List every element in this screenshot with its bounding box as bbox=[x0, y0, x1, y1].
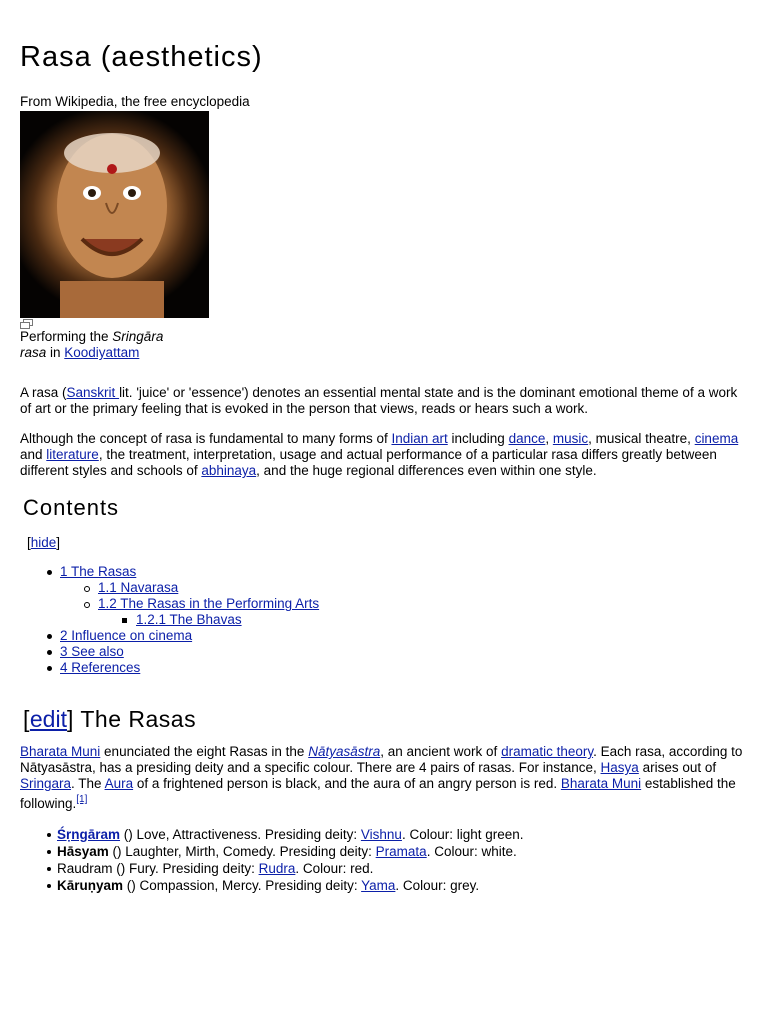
page-title: Rasa (aesthetics) bbox=[20, 41, 263, 73]
toc-item bbox=[20, 564, 748, 580]
list-item bbox=[20, 877, 748, 894]
table-of-contents bbox=[20, 564, 748, 676]
toc-link[interactable]: 1 The Rasas bbox=[60, 564, 137, 579]
abhinaya-link[interactable]: abhinaya bbox=[201, 463, 257, 478]
text: Although the concept of rasa is fundamental to many forms of bbox=[20, 431, 392, 446]
text: enunciated the eight Rasas in the bbox=[100, 744, 309, 759]
caption-italic: rasa bbox=[20, 345, 47, 360]
text: , an ancient work of bbox=[380, 744, 502, 759]
enlarge-icon[interactable] bbox=[20, 319, 33, 329]
text: arises out of bbox=[638, 760, 717, 775]
text: () Compassion, Mercy. Presiding deity: bbox=[123, 878, 362, 893]
performer-photo[interactable] bbox=[20, 111, 209, 318]
toc-item bbox=[20, 644, 748, 660]
bullet-icon bbox=[47, 850, 51, 854]
toc-link[interactable]: 1.2.1 The Bhavas bbox=[136, 612, 242, 627]
sanskrit-link[interactable]: Sanskrit bbox=[66, 385, 120, 400]
tagline: From Wikipedia, the free encyclopedia bbox=[20, 94, 250, 109]
text: A rasa ( bbox=[20, 385, 67, 400]
list-item bbox=[20, 826, 748, 843]
text: . Colour: grey. bbox=[395, 878, 480, 893]
hasya-link[interactable]: Hasya bbox=[600, 760, 639, 775]
edit-link[interactable]: edit bbox=[29, 706, 67, 732]
rasas-paragraph bbox=[20, 744, 748, 812]
rasa-term-link[interactable]: Śṛngāram bbox=[57, 827, 121, 842]
contents-heading: Contents bbox=[23, 495, 120, 520]
image-caption bbox=[20, 329, 190, 361]
text: , musical theatre, bbox=[588, 431, 695, 446]
caption-text: Performing the bbox=[20, 329, 113, 344]
bullet-icon bbox=[47, 570, 52, 575]
intro-paragraph bbox=[20, 385, 748, 417]
toc-item bbox=[20, 596, 748, 612]
text: , and the huge regional differences even within one style. bbox=[256, 463, 597, 478]
text: . Each rasa, according to Nātyasāstra, has a presiding deity and a specific colour. There are 4 pairs of rasas. For instance, bbox=[20, 744, 743, 775]
text: () Fury. Presiding deity: bbox=[112, 861, 259, 876]
bullet-icon bbox=[47, 650, 52, 655]
bracket: [ bbox=[23, 706, 30, 732]
toc-link[interactable]: 1.2 The Rasas in the Performing Arts bbox=[98, 596, 320, 611]
text: established the following. bbox=[20, 776, 736, 811]
koodiyattam-link[interactable]: Koodiyattam bbox=[64, 345, 140, 360]
toc-hide-link[interactable]: hide bbox=[30, 535, 57, 550]
toc-item bbox=[20, 628, 748, 644]
toc-item bbox=[20, 580, 748, 596]
toc-toggle bbox=[27, 535, 748, 550]
bullet-icon bbox=[47, 666, 52, 671]
sringara-link[interactable]: Sringara bbox=[20, 776, 72, 791]
text: of a frightened person is black, and the aura of an angry person is red. bbox=[133, 776, 561, 791]
text: including bbox=[447, 431, 509, 446]
deity-link[interactable]: Rudra bbox=[258, 861, 296, 876]
text: . Colour: light green. bbox=[401, 827, 524, 842]
toc-link[interactable]: 3 See also bbox=[60, 644, 124, 659]
deity-link[interactable]: Pramata bbox=[375, 844, 427, 859]
text: . Colour: white. bbox=[426, 844, 517, 859]
reference-link[interactable]: [1] bbox=[76, 794, 88, 805]
caption-text: in bbox=[46, 345, 65, 360]
bracket: ] bbox=[56, 535, 61, 550]
concept-paragraph bbox=[20, 431, 748, 479]
bharata-muni-link[interactable]: Bharata Muni bbox=[20, 744, 101, 759]
rasas-heading bbox=[23, 704, 748, 734]
music-link[interactable]: music bbox=[552, 431, 589, 446]
deity-link[interactable]: Vishnu bbox=[360, 827, 402, 842]
rasa-term: Hāsyam bbox=[57, 844, 109, 859]
dance-link[interactable]: dance bbox=[508, 431, 546, 446]
toc-link[interactable]: 4 References bbox=[60, 660, 141, 675]
cinema-link[interactable]: cinema bbox=[694, 431, 739, 446]
dramatic-theory-link[interactable]: dramatic theory bbox=[501, 744, 594, 759]
caption-italic: Sringāra bbox=[112, 329, 164, 344]
bullet-icon bbox=[47, 884, 51, 888]
performer-face-graphic bbox=[20, 111, 209, 318]
natyasastra-link[interactable]: Nātyasāstra bbox=[308, 744, 381, 759]
rasa-term: Raudram bbox=[57, 861, 113, 876]
bullet-icon bbox=[47, 634, 52, 639]
text: . Colour: red. bbox=[295, 861, 374, 876]
toc-item bbox=[20, 612, 748, 628]
text: , the treatment, interpretation, usage and actual performance of a particular rasa differs greatly between different styles and schools of bbox=[20, 447, 717, 478]
indian-art-link[interactable]: Indian art bbox=[391, 431, 448, 446]
rasa-term: Kāruṇyam bbox=[57, 878, 124, 893]
bullet-icon bbox=[84, 602, 90, 608]
bracket: [ bbox=[27, 535, 31, 550]
bullet-icon bbox=[47, 833, 51, 837]
bullet-icon bbox=[84, 586, 90, 592]
list-item bbox=[20, 860, 748, 877]
text: () Laughter, Mirth, Comedy. Presiding deity: bbox=[108, 844, 376, 859]
deity-link[interactable]: Yama bbox=[361, 878, 396, 893]
text: () Love, Attractiveness. Presiding deity: bbox=[120, 827, 361, 842]
list-item bbox=[20, 843, 748, 860]
text: and bbox=[20, 447, 47, 462]
toc-link[interactable]: 2 Influence on cinema bbox=[60, 628, 193, 643]
literature-link[interactable]: literature bbox=[46, 447, 99, 462]
text: , bbox=[545, 431, 553, 446]
text: . The bbox=[71, 776, 105, 791]
section-title: The Rasas bbox=[73, 706, 197, 732]
aura-link[interactable]: Aura bbox=[104, 776, 134, 791]
bharata-muni-link[interactable]: Bharata Muni bbox=[560, 776, 642, 791]
rasas-list bbox=[20, 826, 748, 894]
text: lit. 'juice' or 'essence') denotes an essential mental state and is the dominant emotional theme of a work of art or the primary feeling that is evoked in the person that views, reads or hears such a work. bbox=[20, 385, 738, 416]
bullet-icon bbox=[47, 867, 51, 871]
bullet-icon bbox=[122, 618, 127, 623]
toc-item bbox=[20, 660, 748, 676]
toc-link[interactable]: 1.1 Navarasa bbox=[98, 580, 179, 595]
bracket: ] bbox=[66, 706, 74, 732]
